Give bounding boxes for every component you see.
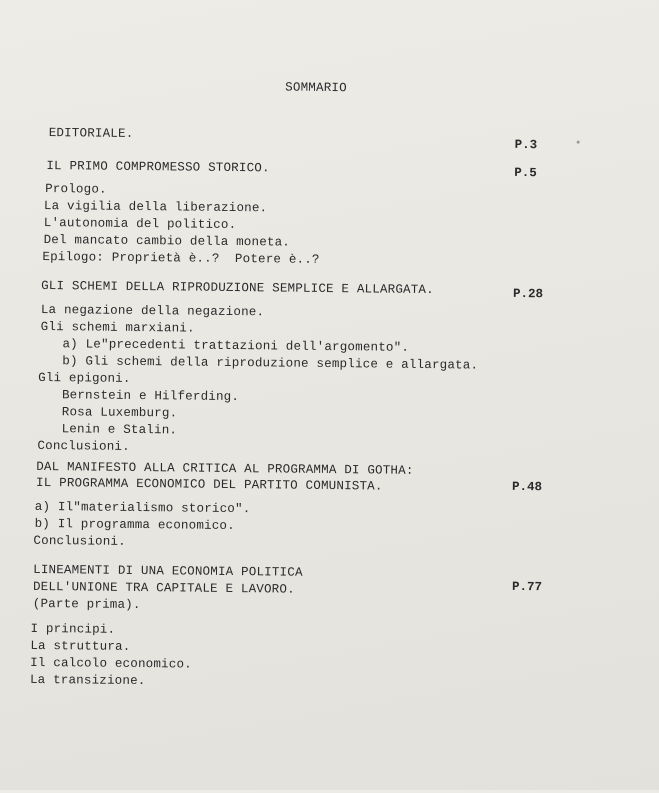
section-heading: EDITORIALE. xyxy=(48,126,134,141)
toc-entry: Prologo. xyxy=(45,182,107,197)
section-heading: GLI SCHEMI DELLA RIPRODUZIONE SEMPLICE E ALLARGATA. xyxy=(41,278,434,298)
section-page-number: P.48 xyxy=(511,479,543,495)
toc-entry: b) Il programma economico. xyxy=(34,516,235,534)
section-page-number: P.77 xyxy=(511,579,543,595)
section-heading: LINEAMENTI DI UNA ECONOMIA POLITICA xyxy=(33,562,303,580)
toc-entry: a) Il"materialismo storico". xyxy=(34,499,251,517)
section-heading: (Parte prima). xyxy=(32,596,141,613)
toc-entry: Il calcolo economico. xyxy=(30,655,192,672)
toc-entry: Del mancato cambio della moneta. xyxy=(43,232,291,250)
toc-subentry: b) Gli schemi della riproduzione semplice e allargata. xyxy=(62,354,479,373)
page-title: SOMMARIO xyxy=(285,80,347,96)
section-page-number: P.3 xyxy=(514,137,538,153)
toc-entry: Conclusioni. xyxy=(33,533,126,549)
section-heading: IL PROGRAMMA ECONOMICO DEL PARTITO COMUNISTA. xyxy=(35,475,383,494)
paper-speck xyxy=(577,141,580,144)
toc-entry: Epilogo: Proprietà è..? Potere è..? xyxy=(42,249,320,267)
toc-subentry: Bernstein e Hilferding. xyxy=(61,388,240,405)
toc-entry: Gli schemi marxiani. xyxy=(40,319,195,336)
toc-entry: La vigilia della liberazione. xyxy=(43,198,268,216)
toc-entry: I principi. xyxy=(30,621,116,637)
toc-entry: La transizione. xyxy=(29,672,146,689)
toc-entry: L'autonomia del politico. xyxy=(43,215,237,233)
section-heading: IL PRIMO COMPROMESSO STORICO. xyxy=(46,159,270,176)
toc-entry: Conclusioni. xyxy=(37,438,130,454)
section-heading: DAL MANIFESTO ALLA CRITICA AL PROGRAMMA DI GOTHA: xyxy=(36,459,414,478)
toc-entry: Gli epigoni. xyxy=(38,370,131,386)
section-page-number: P.28 xyxy=(512,286,544,302)
toc-subentry: Rosa Luxemburg. xyxy=(61,405,178,421)
toc-subentry: Lenin e Stalin. xyxy=(61,422,178,438)
toc-entry: La struttura. xyxy=(30,638,131,654)
toc-subentry: a) Le"precedenti trattazioni dell'argomento". xyxy=(62,337,410,355)
toc-entry: La negazione della negazione. xyxy=(40,302,265,320)
section-page-number: P.5 xyxy=(514,165,537,181)
section-heading: DELL'UNIONE TRA CAPITALE E LAVORO. xyxy=(32,579,295,597)
